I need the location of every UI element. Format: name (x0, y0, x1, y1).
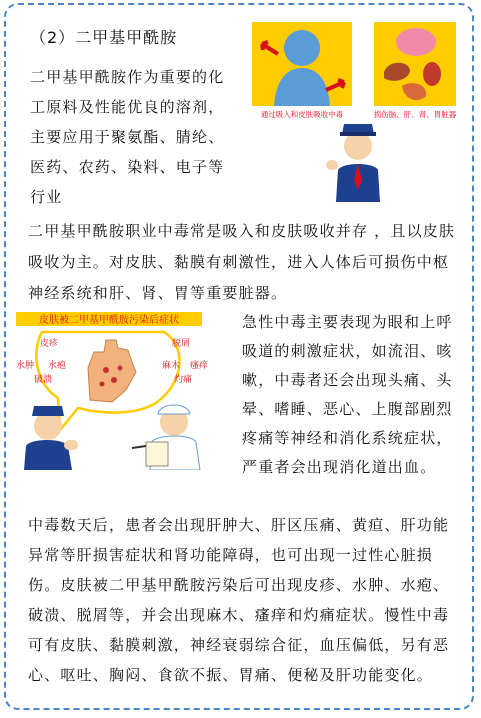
label-numbness: 麻木 (162, 361, 181, 371)
pen-icon (132, 446, 146, 448)
exposure-paragraph: 二甲基甲酰胺职业中毒常是吸入和皮肤吸收并存 ，且以皮肤吸收为主。对皮肤、黏膜有刺激性，进入人体后可损伤中枢神经系统和肝、肾、胃等重要脏器。 (28, 222, 456, 302)
label-edema: 水肿 (16, 361, 35, 371)
caption-inhalation: 通过吸入和皮肤吸收中毒 (260, 110, 344, 119)
label-blister: 水疱 (48, 361, 67, 371)
exposure-illustration (232, 20, 458, 202)
label-burning: 灼痛 (174, 375, 193, 385)
label-itching: 瘙痒 (190, 361, 209, 371)
acute-paragraph: 急性中毒主要表现为眼和上呼吸道的刺激症状，如流泪、咳嗽，中毒者还会出现头痛、头晕、嗜睡、恶心、上腹部剧烈疼痛等神经和消化系统症状，严重者会出现消化道出血。 (242, 313, 453, 476)
skin-symptoms-illustration (14, 310, 236, 470)
clipboard-icon (146, 442, 168, 466)
chronic-paragraph: 中毒数天后，患者会出现肝肿大、肝区压痛、黄疸、肝功能异常等肝损害症状和肾功能障碍，也可出现一过性心脏损伤。皮肤被二甲基甲酰胺污染后可出现皮疹、水肿、水疱、破溃、脱屑等，并会出现麻木、瘙痒和灼痛症状。慢性中毒可有皮肤、黏膜刺激，神经衰弱综合征，血压偏低，另有恶心、呕吐、胸闷、食欲不振、胃痛、便秘及肝功能变化。 (28, 516, 450, 684)
intro-paragraph: 二甲基甲酰胺作为重要的化工原料及性能优良的溶剂，主要应用于聚氨酯、腈纶、医药、农药、染料、电子等行业 (30, 68, 225, 206)
banner-title: 皮肤被二甲基甲酰胺污染后症状 (39, 315, 179, 326)
officer-face (344, 132, 372, 160)
kidney-icon (423, 62, 441, 86)
worker-face (34, 412, 62, 440)
section-title: （2）二甲基甲酰胺 (30, 28, 178, 47)
brain-icon (396, 28, 436, 56)
label-peeling: 脱屑 (172, 339, 191, 349)
label-rash: 皮疹 (40, 339, 59, 349)
head-icon (284, 30, 320, 66)
caption-organs: 损伤脑、肝、肾、胃脏器 (373, 110, 457, 119)
doctor-cap (158, 405, 190, 414)
cap-icon (32, 406, 64, 416)
label-ulcer: 破溃 (34, 375, 53, 385)
hand-icon (326, 160, 338, 170)
